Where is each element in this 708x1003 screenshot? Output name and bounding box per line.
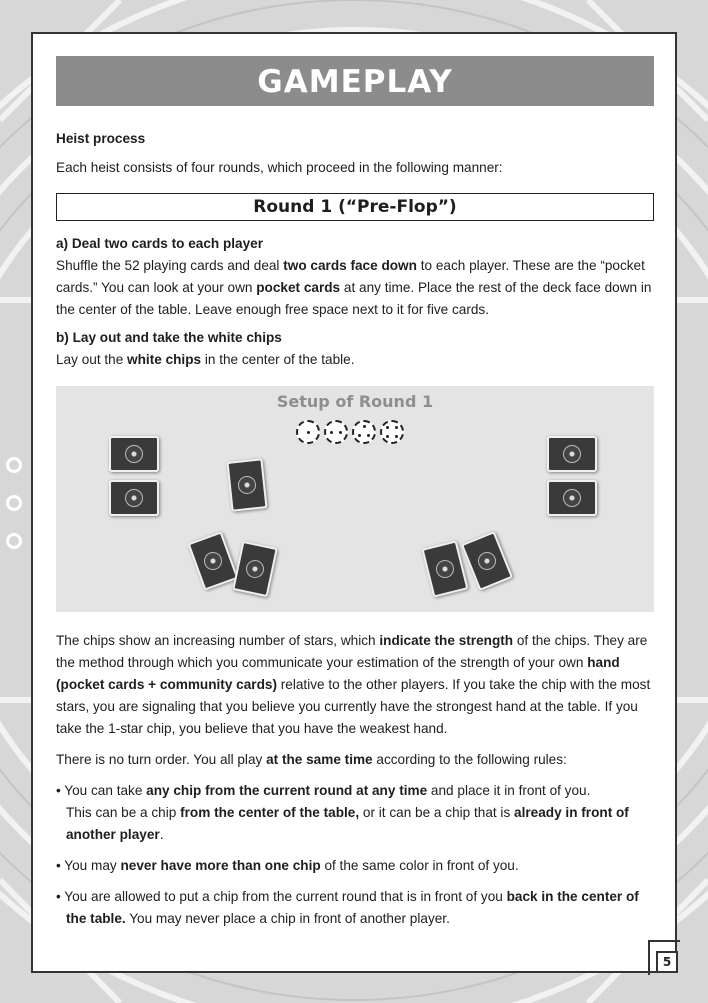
star-icon [339,431,342,434]
text-run: This can be a chip [66,805,181,820]
page-number: 5 [656,951,678,973]
card-back [109,480,159,516]
bold-run: white chips [127,352,202,367]
card-back [421,540,468,597]
bold-run: pocket cards [256,280,341,295]
section-a-heading: a) Deal two cards to each player [56,236,264,251]
bold-run: two cards face down [283,258,417,273]
card-back [461,531,513,591]
text-run: of the chips. They are the method through which you communicate your estimation of the strength of your own [56,633,648,670]
rule-bullet [56,780,654,846]
text-run: Lay out the [56,352,128,367]
side-dots [0,445,26,555]
text-run: of the same color in front of you. [320,858,519,873]
page-title: GAMEPLAY [56,56,654,106]
star-icon [395,435,398,438]
rule-bullet [56,855,654,877]
chip-4-star-icon [380,420,404,444]
star-icon [330,431,333,434]
star-icon [395,426,398,429]
side-dot-icon [6,533,22,549]
star-icon [307,431,310,434]
chip-2-star-icon [324,420,348,444]
card-back [188,531,239,590]
bold-run: hand (pocket cards + community cards) [56,655,620,692]
star-icon [358,434,361,437]
section-b-text [56,349,654,371]
round-title: Round 1 (“Pre-Flop”) [56,193,654,221]
bold-run: indicate the strength [379,633,514,648]
side-dot-icon [6,457,22,473]
text-run: according to the following rules: [372,752,567,767]
star-icon [367,434,370,437]
text-run: There is no turn order. You all play [56,752,267,767]
rule-bullet [56,886,654,930]
card-back [547,436,597,472]
text-run: . [159,827,164,842]
chip-1-star-icon [296,420,320,444]
heist-heading: Heist process [56,131,146,146]
page-content [56,56,654,930]
text-run: at any time. Place the rest of the deck face down in the center of the table. Leave enough free space next to it for five cards. [56,280,652,317]
setup-title: Setup of Round 1 [276,392,434,411]
star-icon [386,435,389,438]
bold-run: from the center of the table, [180,805,360,820]
section-b-heading: b) Lay out and take the white chips [56,330,282,345]
bold-run: at the same time [266,752,373,767]
card-back [109,436,159,472]
turn-order-paragraph [56,749,654,771]
card-back [547,480,597,516]
bold-run: back in the center of the table. [66,889,639,926]
chip-3-star-icon [352,420,376,444]
text-run: to each player. These are the “pocket cards.” You can look at your own [56,258,645,295]
star-icon [363,425,366,428]
deck [226,458,267,511]
bold-run: any chip from the current round at any time [146,783,428,798]
bold-run: already in front of another player [66,805,629,842]
text-run: or it can be a chip that is [359,805,515,820]
text-run: • You can take [56,783,147,798]
intro-text: Each heist consists of four rounds, which proceed in the following manner: [56,160,503,175]
setup-illustration [56,386,654,612]
text-run: • You may [56,858,121,873]
text-run: Shuffle the 52 playing cards and deal [56,258,284,273]
side-dot-icon [6,495,22,511]
text-run: You may never place a chip in front of another player. [125,911,450,926]
star-icon [386,426,389,429]
bullet-continuation [66,802,654,846]
card-back [232,541,278,597]
text-run: relative to the other players. If you take the chip with the most stars, you are signaling that you believe you currently have the strongest hand at the table. If you take the 1-star chip, you believe that you have the weakest hand. [56,677,651,736]
section-a-text [56,255,654,321]
text-run: The chips show an increasing number of stars, which [56,633,380,648]
chips-paragraph [56,630,654,740]
text-run: and place it in front of you. [427,783,591,798]
text-run: • You are allowed to put a chip from the current round that is in front of you [56,889,507,904]
bold-run: never have more than one chip [120,858,321,873]
text-run: in the center of the table. [201,352,355,367]
